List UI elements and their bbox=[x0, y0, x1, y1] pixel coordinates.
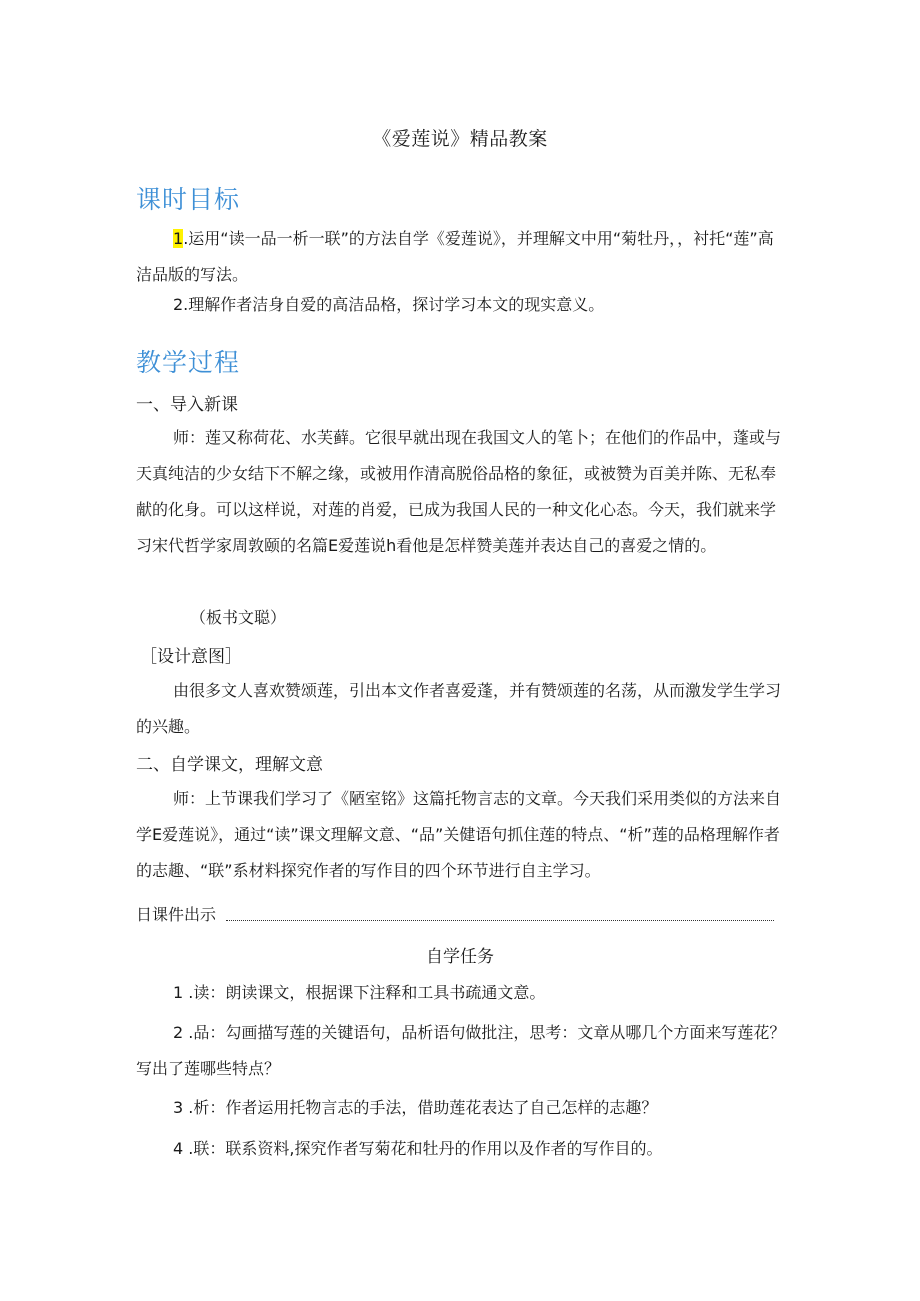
goal-1-number: 1 bbox=[173, 229, 184, 248]
courseware-label: 日课件出示 bbox=[136, 905, 217, 924]
design-intent-label: ［设计意图］ bbox=[140, 647, 242, 667]
part-2-title: 二、自学课文，理解文意 bbox=[136, 755, 323, 775]
goal-1-text: .运用“读一品一析一联”的方法自学《爱莲说》，并理解文中用“菊牡丹，，衬托“莲”高洁品版的写法。 bbox=[136, 229, 774, 284]
goal-1 bbox=[136, 221, 786, 293]
self-study-paragraph: 师：上节课我们学习了《陋室铭》这篇托物言志的文章。今天我们采用类似的方法来自学E爱莲说》，通过“读”课文理解文意、“品”关健语句抓住莲的特点、“析”莲的品格理解作者的志趣、“联”系材料探究作者的写作目的四个环节进行自主学习。 bbox=[136, 789, 782, 880]
section-heading-goals: 课时目标 bbox=[136, 185, 241, 214]
task-item-3: 3 .析：作者运用托物言志的手法，借助莲花表达了自己怎样的志趣？ bbox=[173, 1098, 658, 1117]
intro-paragraph: 师：莲又称荷花、水芙藓。它很早就出现在我国文人的笔卜；在他们的作品中，蓬或与天真纯洁的少女结下不解之缘，或被用作清高脱俗品格的象征，或被赞为百美并陈、无私奉献的化身。可以这样说，对莲的肖爱，已成为我国人民的一种文化心态。今天，我们就来学习宋代哲学家周敦颐的名篇E爱莲说h看他是怎样赞美莲并表达自己的喜爱之情的。 bbox=[136, 428, 782, 555]
design-intent-paragraph: 由很多文人喜欢赞颂莲，引出本文作者喜爱蓬，并有赞颂莲的名荡，从而激发学生学习的兴趣。 bbox=[136, 681, 782, 736]
dotted-leader-line bbox=[226, 920, 774, 921]
section-heading-process: 教学过程 bbox=[136, 348, 241, 377]
task-item-4: 4 .联：联系资料,探究作者写菊花和牡丹的作用以及作者的写作目的。 bbox=[173, 1139, 663, 1158]
task-item-1: 1 .读：朗读课文，根据课下注释和工具书疏通文意。 bbox=[173, 983, 546, 1002]
part-1-title: 一、导入新课 bbox=[136, 395, 238, 415]
goal-2: 2.理解作者洁身自爱的高洁品格，探讨学习本文的现实意义。 bbox=[173, 295, 605, 314]
document-title: 《爱莲说》精品教案 bbox=[372, 128, 548, 150]
task-title: 自学任务 bbox=[426, 947, 494, 967]
board-note: （板书文聪） bbox=[190, 608, 287, 627]
task-item-2: 2 .品：勾画描写莲的关键语句，品析语句做批注，思考：文章从哪几个方面来写莲花？写出了莲哪些特点？ bbox=[136, 1023, 786, 1078]
